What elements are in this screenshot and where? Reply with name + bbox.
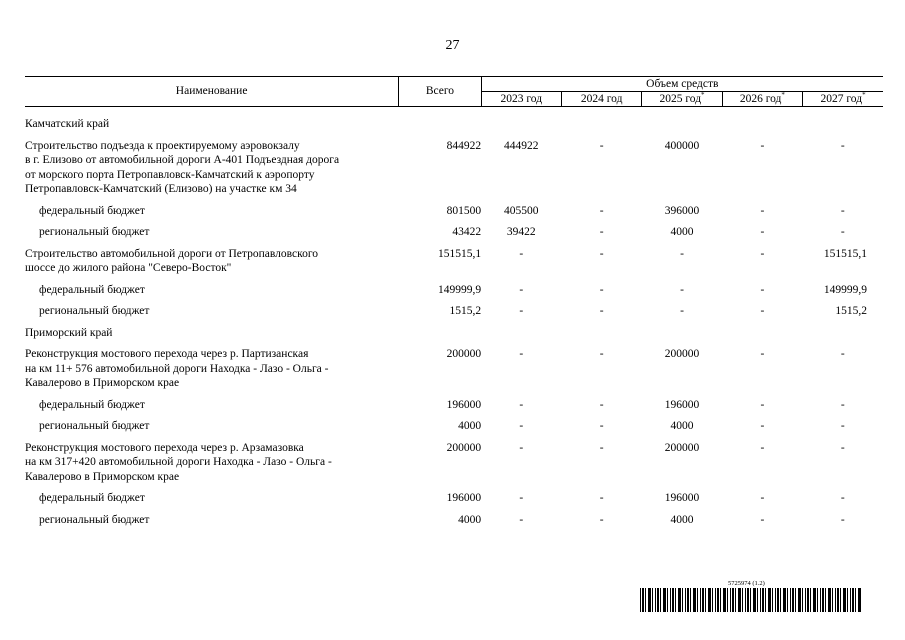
project-row <box>25 247 883 283</box>
year-cell: - <box>599 441 604 454</box>
year-cell: - <box>599 348 604 360</box>
year-cell: 396000 <box>664 204 700 217</box>
row-name: Реконструкция мостового перехода через р. Арзамазовка на км 317+420 автомобильной дороги Находка - Лазо - Ольга - Кавалерово в Приморском крае <box>25 441 332 483</box>
year-cell: 4000 <box>670 226 694 238</box>
row-name: Строительство автомобильной дороги от Петропавловского шоссе до жилого района "Северо-Восток" <box>25 247 319 274</box>
header-year: 2026 год* <box>722 92 802 107</box>
budget-source-row <box>25 398 883 420</box>
barcode-text: 5725974 (1.2) <box>728 580 765 587</box>
year-cell: - <box>519 420 524 432</box>
year-cell: - <box>599 226 604 238</box>
row-name: Приморский край <box>25 326 113 339</box>
year-cell: - <box>519 247 524 260</box>
year-cell: - <box>760 204 765 217</box>
header-year: 2023 год <box>481 92 561 107</box>
year-cell: - <box>680 247 684 260</box>
total-cell <box>399 326 481 348</box>
header-name: Наименование <box>25 77 399 107</box>
project-row <box>25 347 883 398</box>
year-cell: - <box>760 305 765 317</box>
row-name: Реконструкция мостового перехода через р. Партизанская на км 11+ 576 автомобильной дороги Находка - Лазо - Ольга - Кавалерово в Приморском крае <box>25 348 329 389</box>
year-cell: - <box>840 513 845 526</box>
total-cell: 43422 <box>452 226 482 238</box>
barcode-image <box>640 588 862 612</box>
total-cell: 196000 <box>446 398 482 411</box>
year-cell: - <box>599 398 604 411</box>
header-year: 2024 год <box>561 92 641 107</box>
year-cell: 196000 <box>664 398 700 411</box>
year-cell: - <box>519 398 524 411</box>
page-number: 27 <box>445 38 460 53</box>
year-cell: - <box>840 398 845 411</box>
year-cell: - <box>519 441 524 454</box>
header-year: 2025 год* <box>642 92 722 107</box>
year-cell: 196000 <box>664 492 700 504</box>
total-cell: 149999,9 <box>437 283 482 296</box>
year-cell: 4000 <box>670 420 694 432</box>
year-cell: 39422 <box>506 226 536 238</box>
year-cell: - <box>680 283 684 296</box>
budget-source-row <box>25 513 883 535</box>
year-cell: - <box>599 305 604 317</box>
year-cell <box>481 326 561 348</box>
budget-table <box>25 76 883 534</box>
year-cell: - <box>599 420 604 432</box>
year-cell <box>642 117 722 139</box>
year-cell: - <box>840 420 845 432</box>
year-cell: - <box>599 492 604 504</box>
total-cell: 1515,2 <box>449 305 482 317</box>
budget-source-row <box>25 304 883 326</box>
year-cell: 400000 <box>664 139 700 152</box>
year-cell: - <box>599 247 604 260</box>
year-cell: 1515,2 <box>835 305 867 317</box>
year-cell: - <box>760 398 765 411</box>
year-cell: - <box>760 513 765 526</box>
year-cell <box>642 326 722 348</box>
row-name: региональный бюджет <box>39 226 150 238</box>
total-cell: 801500 <box>446 204 482 217</box>
row-name: Камчатский край <box>25 118 110 130</box>
year-cell: - <box>760 226 765 238</box>
header-year: 2027 год* <box>803 92 883 107</box>
barcode <box>640 580 862 612</box>
total-cell <box>399 117 481 139</box>
table-body <box>25 107 883 535</box>
header-total: Всего <box>399 77 481 107</box>
year-cell: - <box>760 441 765 454</box>
region-row <box>25 326 883 348</box>
budget-source-row <box>25 225 883 247</box>
budget-source-row <box>25 419 883 441</box>
budget-source-row <box>25 283 883 305</box>
year-cell: 151515,1 <box>823 247 867 260</box>
year-cell <box>481 117 561 139</box>
total-cell: 200000 <box>446 441 482 454</box>
total-cell: 844922 <box>446 139 482 152</box>
year-cell: - <box>840 226 845 238</box>
header-volume: Объем средств <box>481 77 883 92</box>
total-cell: 200000 <box>446 348 482 360</box>
year-cell: - <box>519 348 524 360</box>
year-cell: - <box>760 420 765 432</box>
year-cell: - <box>599 513 604 526</box>
year-cell: - <box>760 283 765 296</box>
year-cell: - <box>519 283 524 296</box>
row-name: федеральный бюджет <box>39 283 145 296</box>
year-cell: 4000 <box>670 513 694 526</box>
year-cell: - <box>760 247 765 260</box>
year-cell: - <box>519 305 524 317</box>
year-cell: - <box>840 204 845 217</box>
region-row <box>25 117 883 139</box>
year-cell: - <box>599 139 604 152</box>
budget-source-row <box>25 491 883 513</box>
year-cell: - <box>760 139 765 152</box>
total-cell: 4000 <box>458 513 482 526</box>
year-cell: - <box>760 348 765 360</box>
budget-source-row <box>25 204 883 226</box>
year-cell: - <box>840 139 845 152</box>
year-cell <box>561 117 641 139</box>
row-name: региональный бюджет <box>39 305 150 317</box>
row-name: федеральный бюджет <box>39 204 145 217</box>
year-cell: - <box>760 492 765 504</box>
row-name: федеральный бюджет <box>39 398 145 411</box>
year-cell: - <box>840 492 845 504</box>
total-cell: 151515,1 <box>437 247 482 260</box>
year-cell <box>561 326 641 348</box>
project-row <box>25 139 883 204</box>
year-cell <box>803 117 883 139</box>
total-cell: 196000 <box>446 492 482 504</box>
row-name: региональный бюджет <box>39 420 150 432</box>
row-name: федеральный бюджет <box>39 492 145 504</box>
year-cell: - <box>519 513 524 526</box>
year-cell: 200000 <box>664 441 700 454</box>
table-header <box>25 77 883 107</box>
year-cell: - <box>599 283 604 296</box>
year-cell: - <box>599 204 604 217</box>
year-cell: 405500 <box>504 204 539 217</box>
year-cell <box>803 326 883 348</box>
year-cell: - <box>840 348 845 360</box>
year-cell <box>722 326 802 348</box>
year-cell: - <box>680 305 684 317</box>
year-cell: 149999,9 <box>823 283 867 296</box>
year-cell: 444922 <box>504 139 539 152</box>
year-cell <box>722 117 802 139</box>
row-name: региональный бюджет <box>39 513 150 526</box>
project-row <box>25 441 883 492</box>
year-cell: 200000 <box>664 348 700 360</box>
row-name: Строительство подъезда к проектируемому аэровокзалу в г. Елизово от автомобильной дороги А-401 Подъездная дорога от морского порта Петропавловск-Камчатский к аэропорту Петропавловск-Камчатский (Елизово) на участке км 34 <box>25 139 340 195</box>
year-cell: - <box>840 441 845 454</box>
year-cell: - <box>519 492 524 504</box>
total-cell: 4000 <box>458 420 482 432</box>
